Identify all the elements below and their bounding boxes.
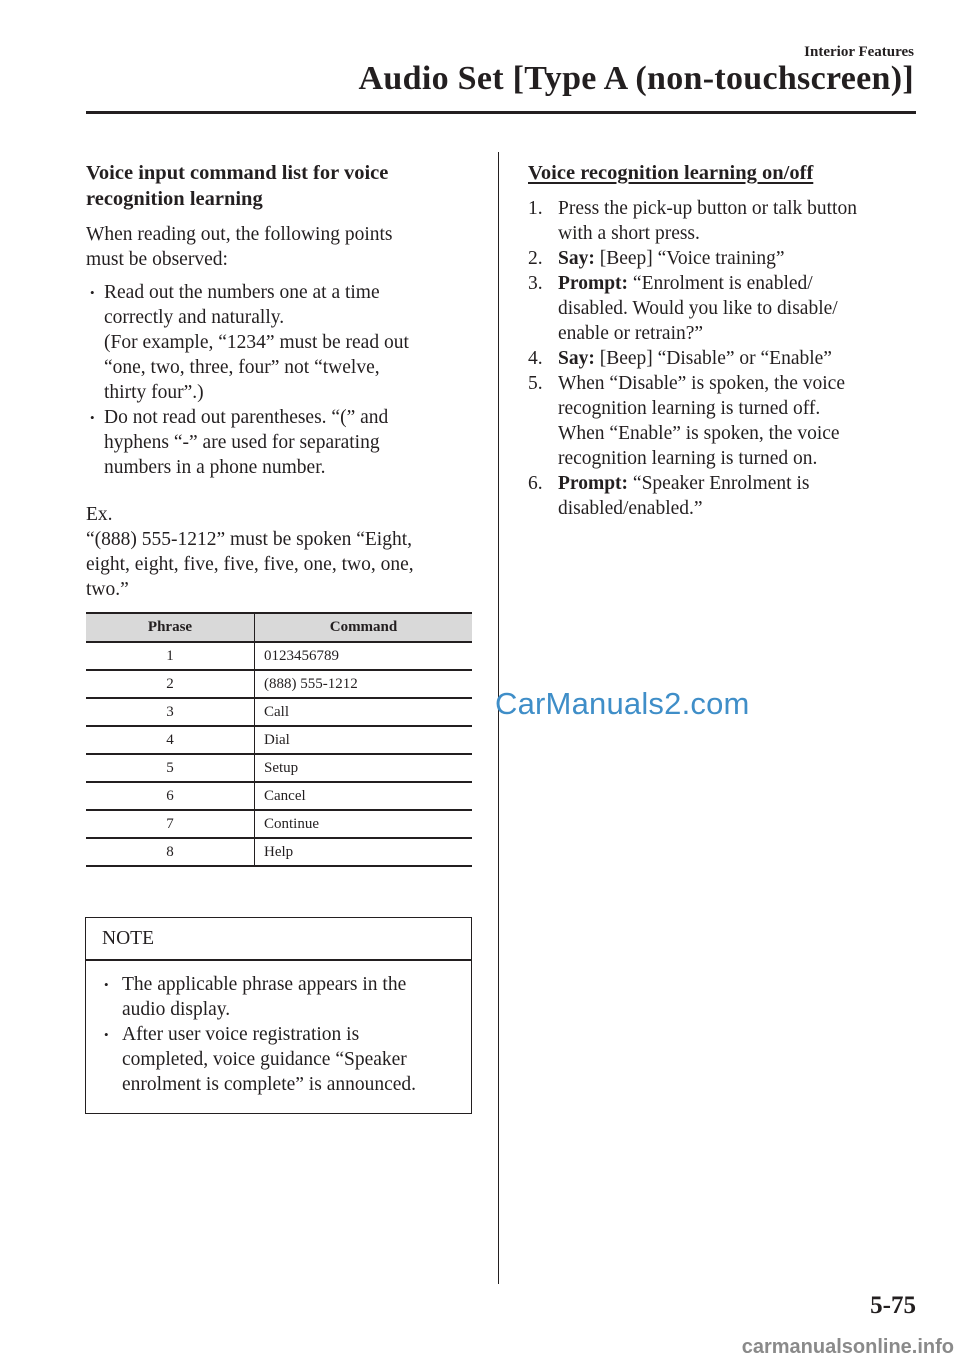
step-keyword: Prompt:: [558, 473, 629, 494]
step-text-line: recognition learning is turned on.: [558, 448, 818, 469]
table-row: [86, 838, 472, 866]
step-text-line: recognition learning is turned off.: [558, 398, 821, 419]
phrase-cell: 8: [86, 838, 255, 866]
command-cell: 0123456789: [255, 642, 473, 670]
list-item: [104, 972, 466, 1022]
section-heading-line: recognition learning: [86, 188, 263, 210]
example-line: “(888) 555-1212” must be spoken “Eight,: [86, 529, 413, 550]
column-header-command: Command: [255, 613, 473, 642]
command-cell: Cancel: [255, 782, 473, 810]
footer-url: carmanualsonline.info: [741, 1336, 954, 1358]
observation-list: [86, 280, 472, 480]
phrase-cell: 5: [86, 754, 255, 782]
steps-list: [528, 196, 918, 521]
phrase-cell: 3: [86, 698, 255, 726]
step-text-line: Press the pick-up button or talk button: [558, 198, 857, 219]
column-header-phrase: Phrase: [86, 613, 255, 642]
step-text-line: enable or retrain?”: [558, 323, 704, 344]
list-item-line: After user voice registration is: [122, 1024, 360, 1045]
list-item: [86, 280, 472, 405]
table-header-row: [86, 613, 472, 642]
step-text-line: with a short press.: [558, 223, 700, 244]
list-item-line: Do not read out parentheses. “(” and: [104, 407, 389, 428]
command-cell: Setup: [255, 754, 473, 782]
header-rule: [86, 111, 916, 114]
step-number: 2.: [528, 248, 543, 269]
section-heading-line: Voice input command list for voice: [86, 162, 389, 184]
section-label: Interior Features: [804, 44, 914, 60]
step-text-line: When “Enable” is spoken, the voice: [558, 423, 840, 444]
phrase-cell: 1: [86, 642, 255, 670]
step-item: [528, 346, 918, 371]
note-divider: [86, 959, 471, 961]
step-item: [528, 196, 918, 246]
section-heading: [86, 160, 472, 212]
list-item-line: numbers in a phone number.: [104, 457, 326, 478]
step-keyword: Say:: [558, 348, 595, 369]
right-column: [528, 160, 918, 521]
table-row: [86, 782, 472, 810]
phrase-cell: 2: [86, 670, 255, 698]
table-row: [86, 726, 472, 754]
step-keyword: Say:: [558, 248, 595, 269]
step-text-line: disabled. Would you like to disable/: [558, 298, 838, 319]
left-column: [86, 160, 472, 867]
example-block: [86, 502, 472, 602]
step-keyword: Prompt:: [558, 273, 629, 294]
intro-text: [86, 222, 472, 272]
list-item-line: The applicable phrase appears in the: [122, 974, 407, 995]
step-text-line: [Beep] “Voice training”: [599, 248, 785, 269]
bullet-icon: •: [90, 285, 95, 300]
command-cell: Continue: [255, 810, 473, 838]
command-cell: Call: [255, 698, 473, 726]
command-cell: Help: [255, 838, 473, 866]
table-row: [86, 642, 472, 670]
step-item: [528, 246, 918, 271]
page-title: Audio Set [Type A (non-touchscreen)]: [358, 60, 914, 97]
step-text-line: [Beep] “Disable” or “Enable”: [599, 348, 832, 369]
table-row: [86, 754, 472, 782]
note-title: NOTE: [102, 928, 154, 949]
list-item-line: hyphens “-” are used for separating: [104, 432, 380, 453]
step-number: 4.: [528, 348, 543, 369]
step-text-line: “Speaker Enrolment is: [632, 473, 810, 494]
subsection-heading: Voice recognition learning on/off: [528, 162, 814, 184]
step-item: [528, 271, 918, 346]
list-item-line: thirty four”.): [104, 382, 204, 403]
note-list: [104, 972, 466, 1097]
list-item-line: enrolment is complete” is announced.: [122, 1074, 417, 1095]
list-item-line: audio display.: [122, 999, 231, 1020]
intro-line: must be observed:: [86, 249, 228, 270]
command-cell: (888) 555-1212: [255, 670, 473, 698]
list-item: [104, 1022, 466, 1097]
list-item-line: correctly and naturally.: [104, 307, 285, 328]
command-cell: Dial: [255, 726, 473, 754]
phrase-cell: 7: [86, 810, 255, 838]
bullet-icon: •: [104, 977, 109, 992]
intro-line: When reading out, the following points: [86, 224, 393, 245]
list-item-line: completed, voice guidance “Speaker: [122, 1049, 407, 1070]
bullet-icon: •: [104, 1027, 109, 1042]
step-number: 1.: [528, 198, 543, 219]
command-table: [86, 612, 472, 867]
bullet-icon: •: [90, 410, 95, 425]
table-row: [86, 810, 472, 838]
phrase-cell: 4: [86, 726, 255, 754]
list-item-line: Read out the numbers one at a time: [104, 282, 380, 303]
step-item: [528, 471, 918, 521]
list-item: [86, 405, 472, 480]
list-item-line: (For example, “1234” must be read out: [104, 332, 409, 353]
list-item-line: “one, two, three, four” not “twelve,: [104, 357, 380, 378]
step-number: 6.: [528, 473, 543, 494]
step-item: [528, 371, 918, 471]
phrase-cell: 6: [86, 782, 255, 810]
table-row: [86, 698, 472, 726]
table-row: [86, 670, 472, 698]
step-number: 5.: [528, 373, 543, 394]
example-label: Ex.: [86, 504, 113, 525]
page-number: 5-75: [870, 1292, 916, 1319]
step-number: 3.: [528, 273, 543, 294]
note-box: [85, 917, 472, 1114]
step-text-line: “Enrolment is enabled/: [632, 273, 813, 294]
step-text-line: When “Disable” is spoken, the voice: [558, 373, 845, 394]
step-text-line: disabled/enabled.”: [558, 498, 703, 519]
example-line: two.”: [86, 579, 129, 600]
example-line: eight, eight, five, five, five, one, two, one,: [86, 554, 414, 575]
watermark-logo: CarManuals2.com: [495, 686, 750, 721]
